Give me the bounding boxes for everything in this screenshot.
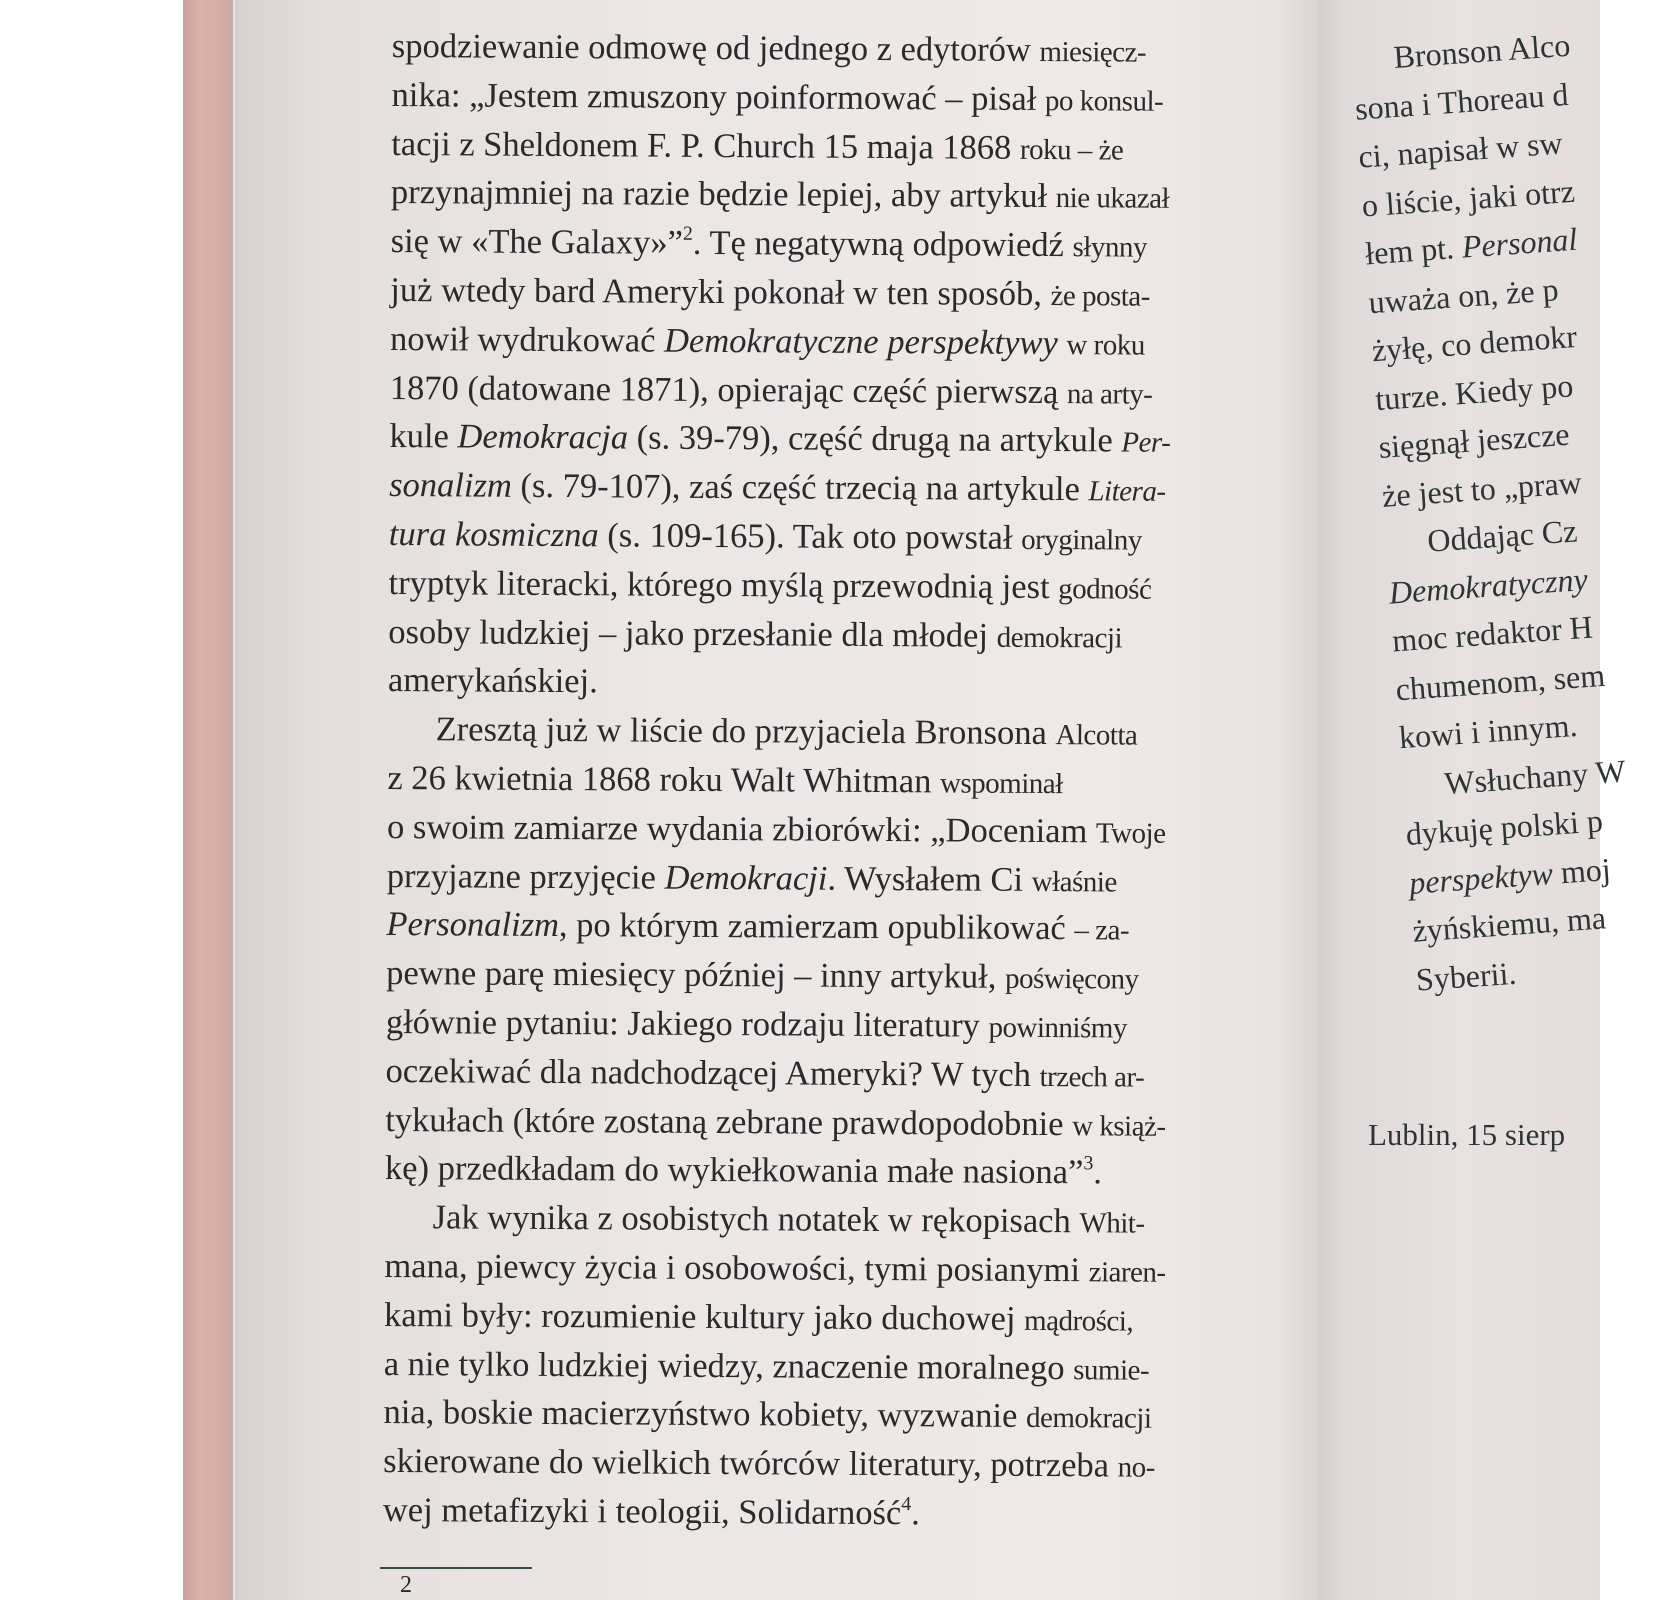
line-pre: nowił wydrukować [389,319,665,360]
line-tail: słynny [1072,231,1147,264]
place-date-line: Lublin, 15 sierp [1368,1117,1566,1152]
line-tail: – za- [1074,914,1130,947]
line-text: skierowane do wielkich twórców literatury, potrzeba [383,1442,1118,1485]
line-text: . [911,1494,920,1533]
text-line [391,71,1291,125]
line-text: Bronson Alco [1392,26,1572,75]
text-line [389,461,1289,515]
line-italic: Demokratyczne perspektywy [663,321,1058,362]
line-tail: w książ- [1072,1109,1166,1143]
line-text: a nie tylko ludzkiej wiedzy, znaczenie moralnego [383,1344,1074,1387]
line-text: sona i Thoreau d [1353,75,1570,127]
line-text: moj [1551,850,1612,891]
line-italic: Demokracja [457,417,629,457]
line-tail: demokracji [996,621,1123,655]
line-text: osoby ludzkiej – jako przesłanie dla młodej [388,612,997,655]
text-line [387,803,1287,857]
text-line [392,22,1292,76]
line-text: nia, boskie macierzyństwo kobiety, wyzwanie [383,1393,1027,1436]
text-line [383,1486,1283,1540]
footnote-separator [380,1567,532,1569]
text-line [390,266,1290,320]
text-line [390,364,1290,418]
line-tail: trzech ar- [1039,1060,1145,1094]
line-text: moc redaktor H [1391,608,1594,659]
line-italic: perspektyw [1407,854,1555,901]
line-text: żyłę, co demokr [1370,317,1578,369]
line-text: Zresztą już w liście do przyjaciela Bronsona [435,710,1056,753]
line-italic: Demokracji [664,858,828,898]
line-sup: 3 [1083,1152,1094,1175]
text-line [386,900,1286,954]
line-tail: nie ukazał [1055,182,1170,216]
line-pre: przyjazne przyjęcie [386,856,665,897]
line-tail: w roku [1066,328,1145,362]
line-text: Syberii. [1414,954,1518,998]
line-text: przynajmniej na razie będzie lepiej, aby artykuł [390,173,1056,216]
text-line [385,1096,1285,1150]
line-tail: mądrości, [1024,1304,1134,1338]
text-line [384,1291,1284,1345]
line-text: o swoim zamiarze wydania zbiorówki: „Doceniam [386,807,1097,851]
text-line [383,1437,1283,1491]
line-text: pewne parę miesięcy później – inny artykuł, [386,954,1006,996]
text-line [384,1339,1284,1393]
line-italic-first: Personalizm [386,905,560,945]
line-pre: łem pt. [1363,228,1464,272]
line-text: tryptyk literacki, którego myślą przewodnią jest [388,563,1059,606]
text-line [385,1144,1285,1198]
line-tail: ziaren- [1088,1256,1166,1289]
line-text: kowi i innym. [1397,706,1579,756]
line-text: mana, piewcy życia i osobowości, tymi posianymi [384,1246,1089,1290]
text-line [391,120,1291,174]
line-tail: miesięcz- [1039,35,1147,69]
text-line [388,656,1288,710]
text-line [389,510,1289,564]
line-text: turze. Kiedy po [1374,366,1575,417]
left-page-text [383,22,1292,1540]
line-text: żyńskiemu, ma [1411,899,1608,949]
book-cover-edge [183,0,233,1600]
line-text: . [1093,1153,1103,1192]
line-tail: no- [1117,1451,1155,1484]
text-line [388,608,1288,662]
line-text: (s. 39-79), część drugą na artykule [627,418,1122,460]
line-pre: wej metafizyki i teologii, Solidarność [382,1490,902,1533]
text-line [391,217,1291,271]
line-text: z 26 kwietnia 1868 roku Walt Whitman [387,758,941,801]
line-tail: właśnie [1031,865,1117,898]
line-tail: Alcotta [1055,719,1138,752]
line-text: że jest to „praw [1380,463,1583,514]
line-text: dykuję polski p [1404,802,1604,853]
text-line [390,315,1290,369]
line-italic: Personal [1460,220,1579,265]
line-text: Oddając Cz [1426,512,1579,559]
line-tail: na arty- [1066,377,1153,411]
text-line [385,1193,1285,1247]
line-tail: powinniśmy [988,1011,1127,1045]
text-line [389,412,1289,466]
text-line [388,705,1288,759]
line-italic-first: sonalizm [389,466,512,505]
line-text: , po którym zamierzam opublikować [558,906,1075,948]
line-text: (s. 79-107), zaś część trzecią na artykule [511,466,1089,509]
line-italic: Demokratyczny [1387,560,1589,611]
line-text: głównie pytaniu: Jakiego rodzaju literatury [385,1002,989,1045]
line-tail: godność [1058,572,1152,606]
line-pre: kę) przedkładam do wykiełkowania małe nasiona” [384,1149,1084,1192]
text-line [391,168,1291,222]
text-line [385,1047,1285,1101]
text-line [387,754,1287,808]
line-text: ci, napisał w sw [1357,124,1564,175]
line-text: już wtedy bard Ameryki pokonał w ten sposób, [390,270,1051,314]
line-text: tykułach (które zostaną zebrane prawdopodobnie [385,1100,1073,1143]
line-pre: się w «The Galaxy»” [390,222,683,262]
line-tail: że posta- [1050,280,1150,313]
line-text: amerykańskiej. [387,661,598,701]
line-italic-first: tura kosmiczna [388,514,599,555]
line-sup: 4 [901,1493,912,1516]
line-text: . Wysłałem Ci [827,859,1032,899]
line-text: . Tę negatywną odpowiedź [692,224,1073,265]
line-text: Wsłuchany W [1443,752,1627,801]
text-line [386,949,1286,1003]
line-tail: sumie- [1073,1353,1150,1387]
line-text: kami były: rozumienie kultury jako duchowej [383,1295,1025,1338]
line-text: nika: „Jestem zmuszony poinformować – pisał [391,75,1046,118]
line-sup: 2 [682,222,693,246]
footnote-number: 2 [400,1572,412,1598]
line-tail: wspominał [939,767,1063,801]
text-line [383,1388,1283,1442]
line-text: oczekiwać dla nadchodzącej Ameryki? W tych [385,1051,1040,1094]
line-tail: Whit- [1079,1207,1145,1240]
line-text: o liście, jaki otrz [1360,172,1576,224]
line-tail: demokracji [1025,1402,1152,1435]
line-tail: po konsul- [1044,84,1164,118]
line-text: chumenom, sem [1394,656,1607,707]
line-text: spodziewanie odmowę od jednego z edytorów [391,26,1040,69]
line-tail: roku – że [1019,133,1124,167]
text-line [386,998,1286,1052]
line-text: 1870 (datowane 1871), opierając część pierwszą [389,368,1068,411]
line-text: uważa on, że p [1367,270,1560,320]
line-text: (s. 109-165). Tak oto powstał [598,516,1022,557]
line-tail: oryginalny [1021,523,1142,557]
line-tail: Twoje [1095,817,1166,850]
line-tail: poświęcony [1004,962,1139,996]
line-pre: kule [389,417,458,456]
text-line [387,852,1287,906]
line-text: Jak wynika z osobistych notatek w rękopisach [432,1198,1080,1241]
text-line [388,559,1288,613]
text-line [384,1242,1284,1296]
line-text: sięgnął jeszcze [1377,415,1571,465]
line-text: tacji z Sheldonem F. P. Church 15 maja 1868 [391,124,1021,167]
line-tail-italic: Litera- [1088,475,1166,508]
line-tail-italic: Per- [1121,426,1171,460]
